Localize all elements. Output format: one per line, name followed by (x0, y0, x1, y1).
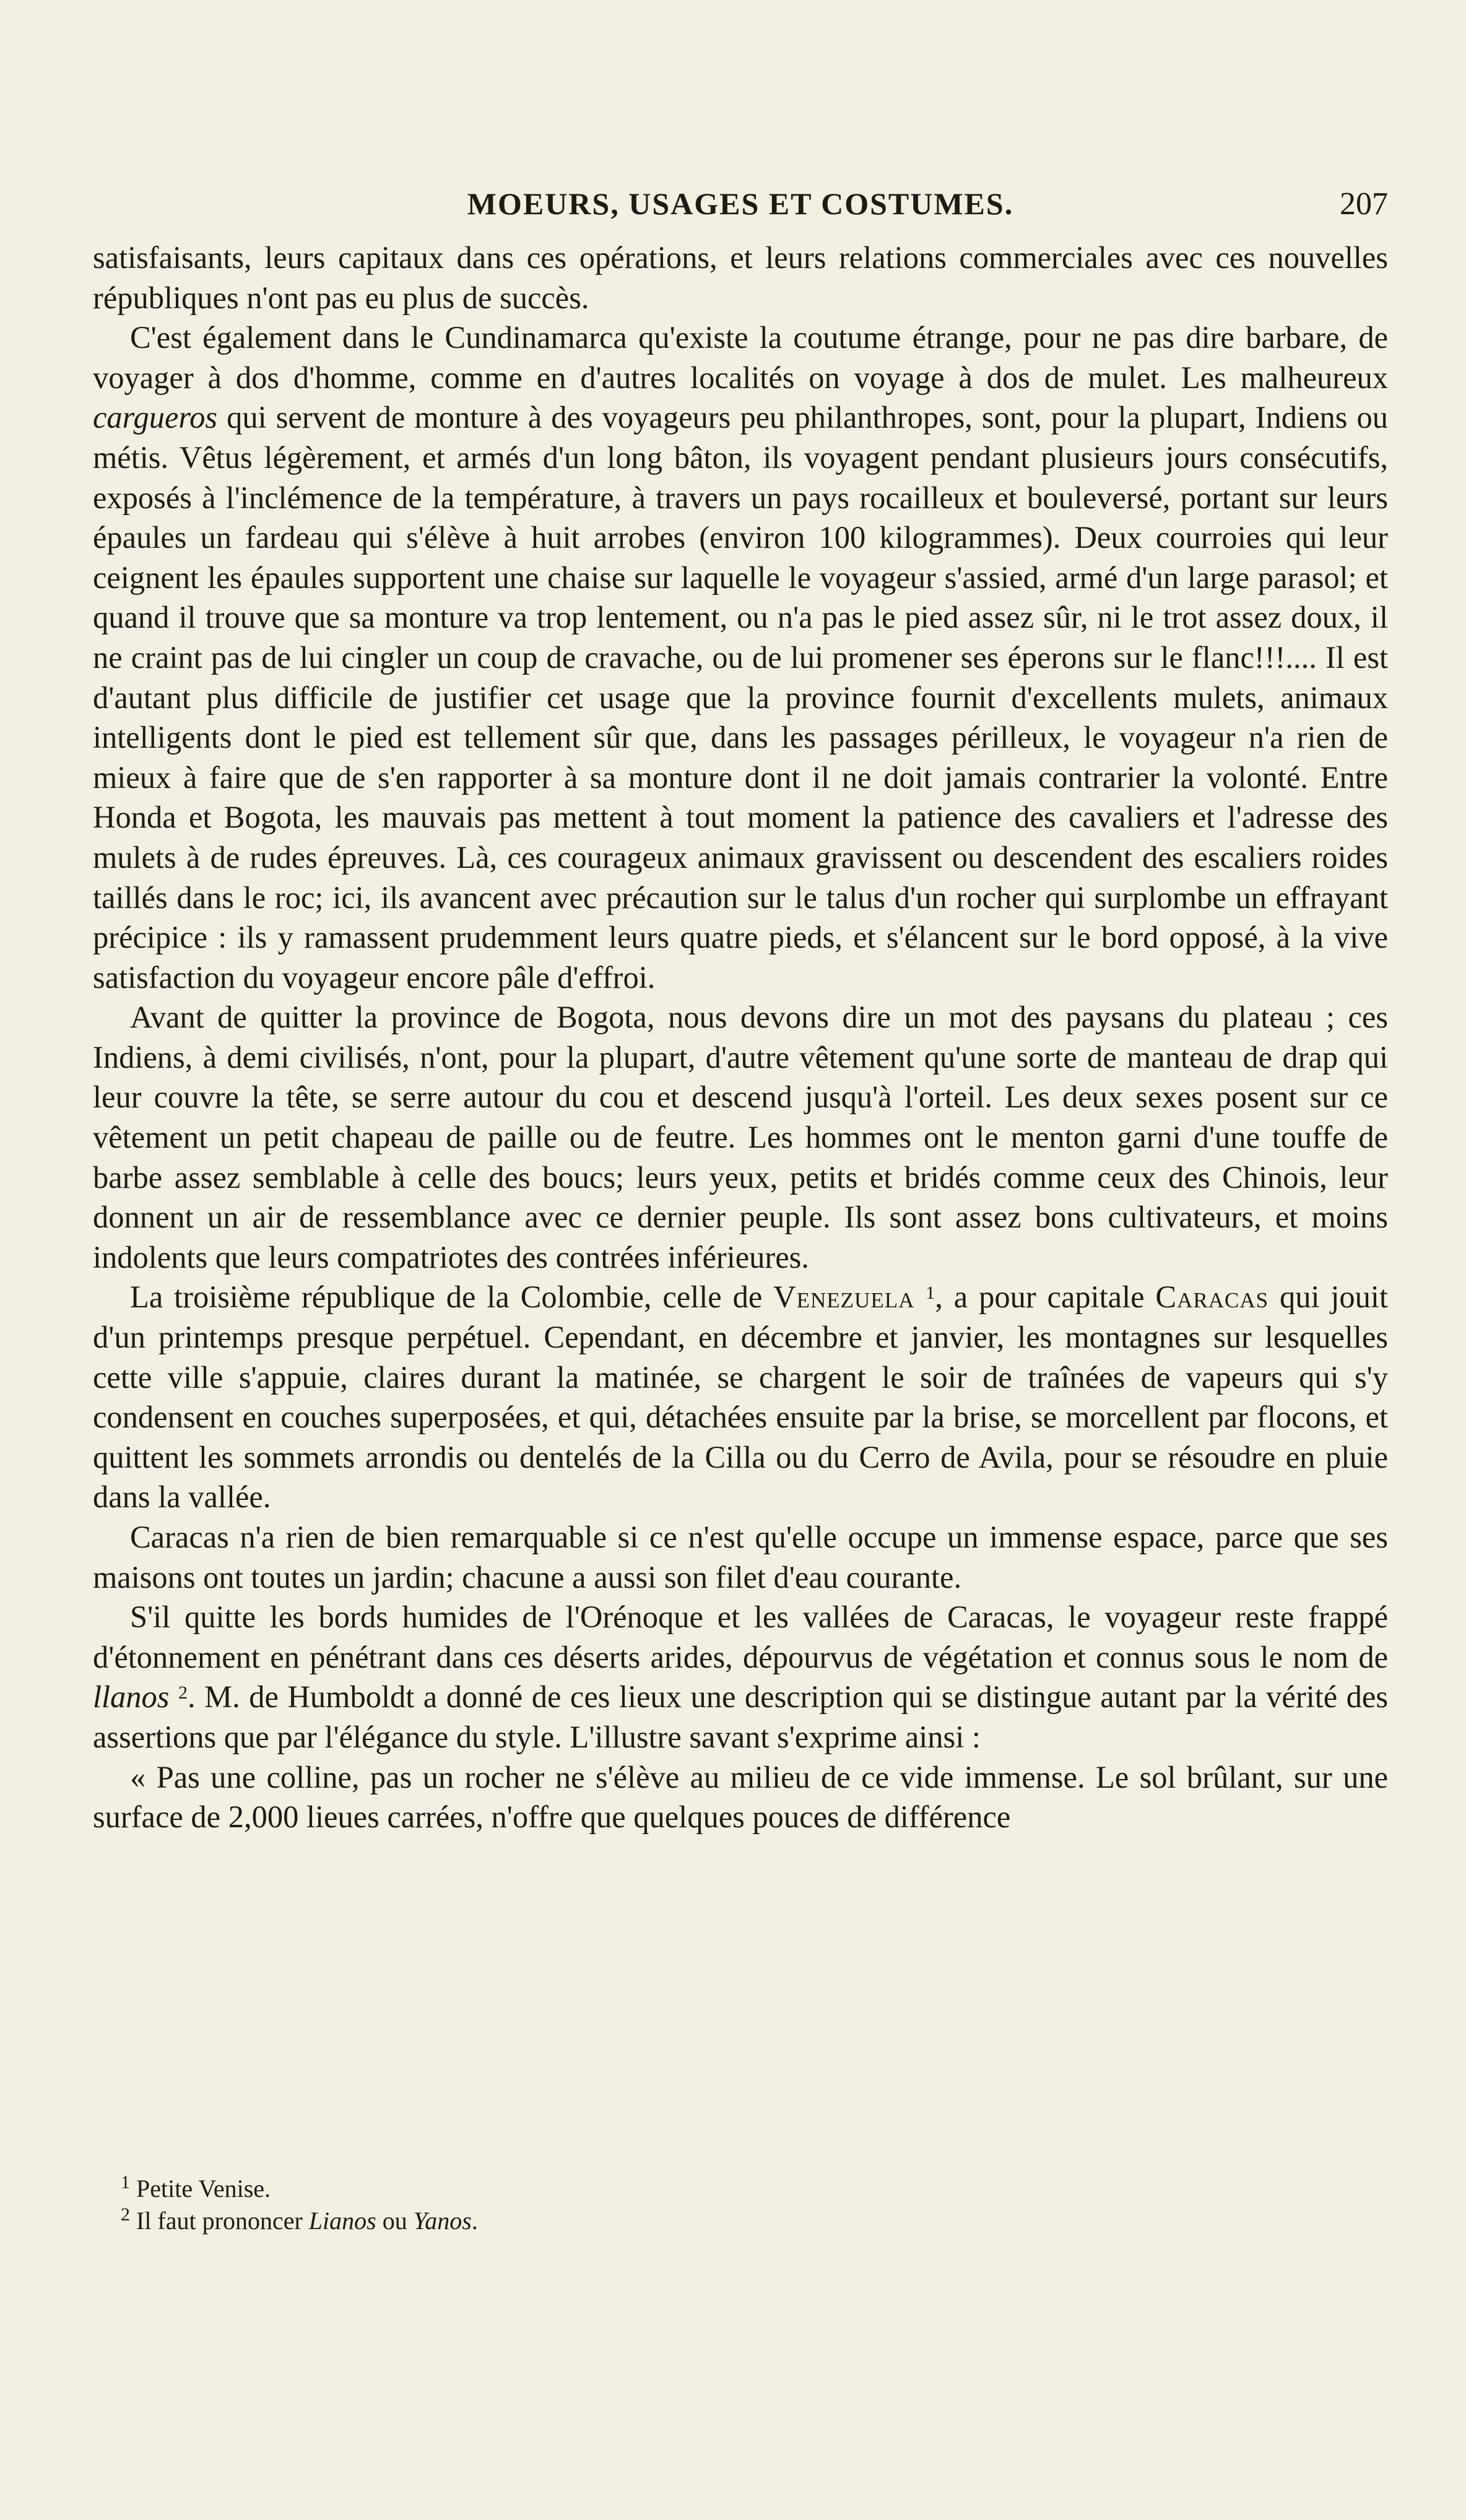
paragraph-2-text-c: qui servent de monture à des voyageurs peu philanthropes, sont, pour la plupart, Indiens ou métis. Vêtus légèrement, et armés d'un long bâton, ils voyagent pendant plusieurs jours consécutifs, exposés à l'inclémence de la température, à travers un pays rocailleux et bouleversé, portant sur leurs épaules un fardeau qui s'élève à huit arrobes (environ 100 kilogrammes). Deux courroies qui leur ceignent les épaules supportent une chaise sur laquelle le voyageur s'assied, armé d'un large parasol; et quand il trouve que sa monture va trop lentement, ou n'a pas le pied assez sûr, ni le trot assez doux, il ne craint pas de lui cingler un coup de cravache, ou de lui promener ses éperons sur le flanc!!!.... Il est d'autant plus difficile de justifier cet usage que la province fournit d'excellents mulets, animaux intelligents dont le pied est tellement sûr que, dans les passages périlleux, le voyageur n'a rien de mieux à faire que de s'en rapporter à sa monture dont il ne doit jamais contrarier la volonté. Entre Honda et Bogota, les mauvais pas mettent à tout moment la patience des cavaliers et l'adresse des mulets à de rudes épreuves. Là, ces courageux animaux gravissent ou descendent des escaliers roides taillés dans le roc; ici, ils avancent avec précaution sur le talus d'un rocher qui surplombe un effrayant précipice : ils y ramassent prudemment leurs quatre pieds, et s'élancent sur le bord opposé, à la vive satisfaction du voyageur encore pâle d'effroi. (93, 400, 1388, 995)
paragraph-4-smallcaps-caracas: Caracas (1155, 1279, 1269, 1315)
footnote-2-text-c: ou (376, 2207, 414, 2235)
paragraph-2-italic-term: cargueros (93, 400, 218, 435)
paragraph-2 (93, 318, 1388, 997)
footnote-1-text: Petite Venise. (136, 2175, 271, 2202)
footnotes (121, 2173, 478, 2237)
footnote-1 (121, 2173, 478, 2205)
footnote-2-number: 2 (121, 2204, 130, 2225)
page (93, 186, 1388, 1837)
paragraph-1: satisfaisants, leurs capitaux dans ces opérations, et leurs relations commerciales avec ces nouvelles républiques n'ont pas eu plus de succès. (93, 240, 1388, 315)
paragraph-4-text-a: La troisième république de la Colombie, celle de (130, 1279, 774, 1315)
paragraph-6-text-a: S'il quitte les bords humides de l'Orénoque et les vallées de Caracas, le voyageur reste frappé d'étonnement en pénétrant dans ces déserts arides, dépourvus de végétation et connus sous le nom de (93, 1600, 1388, 1674)
paragraph-4-text-c: , a pour capitale (935, 1279, 1156, 1315)
footnote-2-italic-yanos: Yanos (413, 2207, 472, 2235)
page-header (93, 186, 1388, 238)
paragraph-6-text-c: . M. de Humboldt a donné de ces lieux une description qui se distingue autant par la vérité des assertions que par l'élégance du style. L'illustre savant s'exprime ainsi : (93, 1679, 1388, 1754)
paragraph-7: « Pas une colline, pas un rocher ne s'élève au milieu de ce vide immense. Le sol brûlant, sur une surface de 2,000 lieues carrées, n'offre que quelques pouces de différence (93, 1759, 1388, 1835)
footnote-ref-1: 1 (926, 1283, 935, 1304)
paragraph-2-text-a: C'est également dans le Cundinamarca qu'existe la coutume étrange, pour ne pas dire barbare, de voyager à dos d'homme, comme en d'autres localités on voyage à dos de mulet. Les malheureux (93, 320, 1388, 395)
running-title: MOEURS, USAGES ET COSTUMES. (467, 186, 1014, 221)
footnote-ref-2: 2 (178, 1682, 188, 1704)
footnote-2 (121, 2205, 478, 2237)
paragraph-6 (93, 1597, 1388, 1757)
footnote-2-text-e: . (471, 2207, 478, 2235)
footnote-2-text-a: Il faut prononcer (136, 2207, 309, 2235)
footnote-1-number: 1 (121, 2172, 130, 2193)
paragraph-4 (93, 1277, 1388, 1517)
paragraph-5: Caracas n'a rien de bien remarquable si ce n'est qu'elle occupe un immense espace, parce que ses maisons ont toutes un jardin; chacune a aussi son filet d'eau courante. (93, 1520, 1388, 1595)
paragraph-4-smallcaps-venezuela: Venezuela (773, 1279, 915, 1315)
page-number: 207 (1340, 186, 1388, 222)
paragraph-6-italic-llanos: llanos (93, 1679, 170, 1715)
paragraph-3: Avant de quitter la province de Bogota, nous devons dire un mot des paysans du plateau ; ces Indiens, à demi civilisés, n'ont, pour la plupart, d'autre vêtement qu'une sorte de manteau de drap qui leur couvre la tête, se serre autour du cou et descend jusqu'à l'orteil. Les deux sexes posent sur ce vêtement un petit chapeau de paille ou de feutre. Les hommes ont le menton garni d'une touffe de barbe assez semblable à celle des boucs; leurs yeux, petits et bridés comme ceux des Chinois, leur donnent un air de ressemblance avec ce dernier peuple. Ils sont assez bons cultivateurs, et moins indolents que leurs compatriotes des contrées inférieures. (93, 1000, 1388, 1275)
body-text (93, 238, 1388, 1837)
paragraph-4-text-e: qui jouit d'un printemps presque perpétuel. Cependant, en décembre et janvier, les montagnes sur lesquelles cette ville s'appuie, claires durant la matinée, se chargent le soir de traînées de vapeurs qui s'y condensent en couches superposées, et qui, détachées ensuite par la brise, se morcellent par flocons, et quittent les sommets arrondis ou dentelés de la Cilla ou du Cerro de Avila, pour se résoudre en pluie dans la vallée. (93, 1279, 1388, 1515)
footnote-2-italic-lianos: Lianos (308, 2207, 376, 2235)
